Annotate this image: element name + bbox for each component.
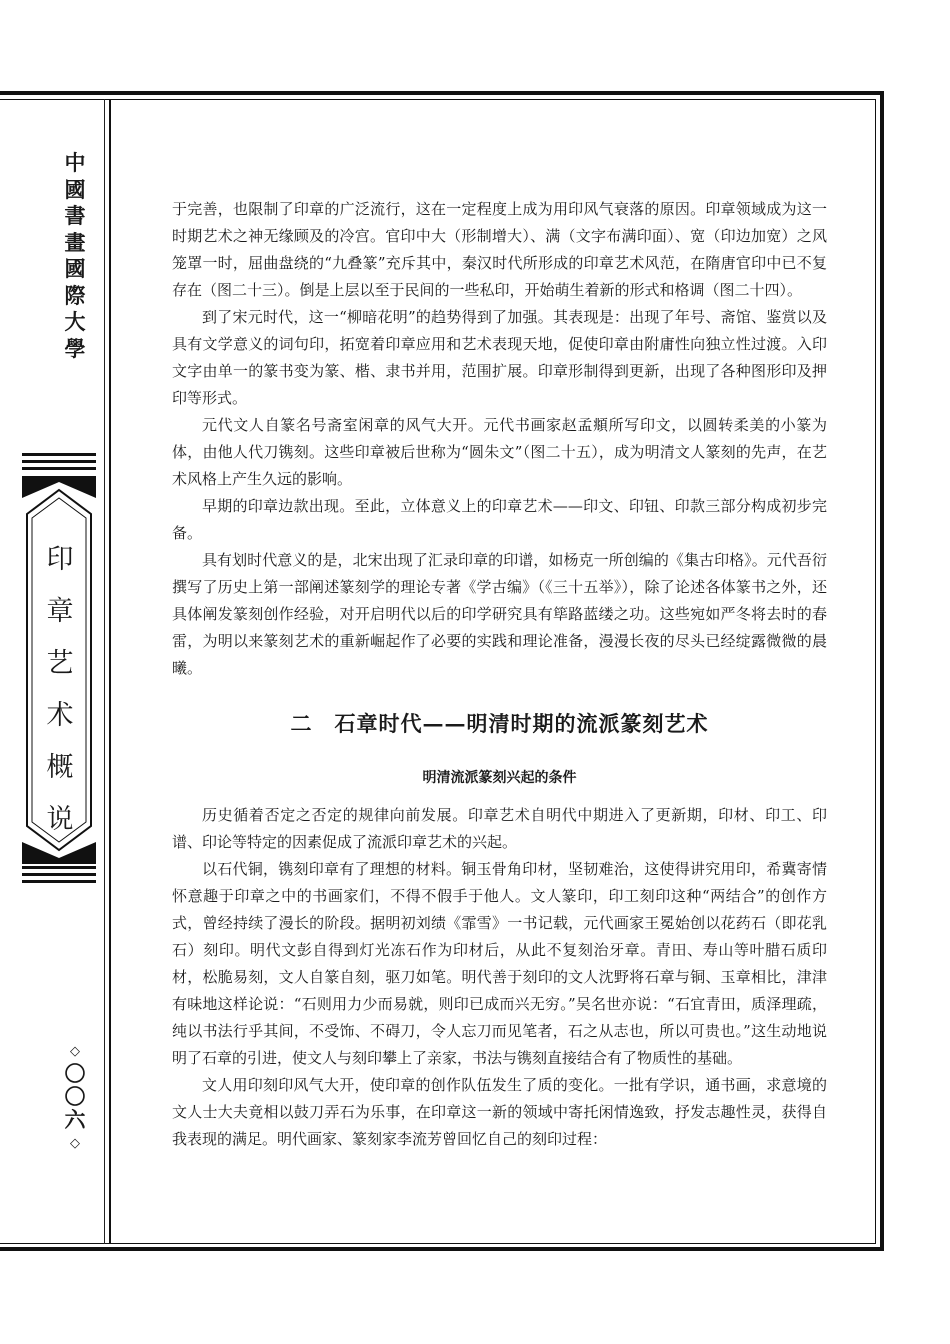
page-frame-bottom-inner bbox=[0, 1243, 876, 1244]
school-char: 書 bbox=[64, 204, 86, 228]
school-name-vertical bbox=[60, 150, 90, 362]
school-char: 畫 bbox=[64, 230, 86, 255]
page-number-digit: 〇 bbox=[64, 1085, 86, 1109]
title-char: 印 bbox=[46, 544, 74, 575]
school-char: 國 bbox=[64, 257, 86, 281]
page-number bbox=[60, 1040, 90, 1155]
title-char: 章 bbox=[46, 596, 74, 627]
paragraph: 早期的印章边款出现。至此，立体意义上的印章艺术——印文、印钮、印款三部分构成初步完备。 bbox=[172, 497, 827, 542]
sub-heading: 明清流派篆刻兴起的条件 bbox=[422, 770, 577, 786]
cartouche-bottom-bars bbox=[22, 866, 96, 887]
paragraph: 具有划时代意义的是，北宋出现了汇录印章的印谱，如杨克一所创编的《集古印格》。元代吾衍撰写了历史上第一部阐述篆刻学的理论专著《学古编》（《三十五举》），除了论述各体篆书之外，还具体阐发篆刻创作经验，对开启明代以后的印学研究具有筚路蓝缕之功。这些宛如严冬将去时的春雷，为明以来篆刻艺术的重新崛起作了必要的实践和理论准备，漫漫长夜的尽头已经绽露微微的晨曦。 bbox=[172, 551, 827, 677]
paragraph: 到了宋元时代，这一“柳暗花明”的趋势得到了加强。其表现是：出现了年号、斋馆、鉴赏以及具有文学意义的词句印，拓宽着印章应用和艺术表现天地，促使印章由附庸性向独立性过渡。入印文字由单一的篆书变为篆、楷、隶书并用，范围扩展。印章形制得到更新，出现了各种图形印及押印等形式。 bbox=[172, 308, 827, 407]
title-char: 术 bbox=[46, 700, 74, 731]
body-text bbox=[172, 196, 827, 1153]
title-char: 概 bbox=[46, 752, 74, 783]
book-title-vertical bbox=[38, 534, 82, 846]
paragraph: 历史循着否定之否定的规律向前发展。印章艺术自明代中期进入了更新期，印材、印工、印谱、印论等特定的因素促成了流派印章艺术的兴起。 bbox=[172, 806, 827, 851]
page-frame-bottom bbox=[0, 1247, 884, 1251]
page-frame-top bbox=[0, 91, 884, 95]
paragraph: 文人用印刻印风气大开，使印章的创作队伍发生了质的变化。一批有学识，通书画，求意境的文人士大夫竟相以鼓刀弄石为乐事，在印章这一新的领域中寄托闲情逸致，抒发志趣性灵，获得自我表现的满足。明代画家、篆刻家李流芳曾回忆自己的刻印过程： bbox=[172, 1076, 827, 1148]
school-char: 學 bbox=[64, 336, 86, 361]
page-number-digit: 六 bbox=[64, 1108, 86, 1132]
school-char: 際 bbox=[64, 283, 86, 308]
paragraph: 于完善，也限制了印章的广泛流行，这在一定程度上成为用印风气衰落的原因。印章领域成为这一时期艺术之神无缘顾及的冷宫。官印中大（形制增大）、满（文字布满印面）、宽（印边加宽）之风笼罩一时，屈曲盘绕的“九叠篆”充斥其中，秦汉时代所形成的印章艺术风范，在隋唐官印中已不复存在（图二十三）。倒是上层以至于民间的一些私印，开始萌生着新的形式和格调（图二十四）。 bbox=[172, 200, 827, 299]
page-frame-right bbox=[880, 91, 884, 1251]
school-char: 中 bbox=[64, 151, 86, 175]
page-frame-top-inner bbox=[0, 99, 876, 100]
paragraph: 以石代铜，镌刻印章有了理想的材料。铜玉骨角印材，坚韧难治，这使得讲究用印，希冀寄情怀意趣于印章之中的书画家们，不得不假手于他人。文人篆印，印工刻印这种“两结合”的创作方式，曾经持续了漫长的阶段。据明初刘绩《霏雪》一书记载，元代画家王冕始创以花药石（即花乳石）刻印。明代文彭自得到灯光冻石作为印材后，从此不复刻治牙章。青田、寿山等叶腊石质印材，松脆易刻，文人自篆自刻，驱刀如笔。明代善于刻印的文人沈野将石章与铜、玉章相比，津津有味地这样论说：“石则用力少而易就，则印已成而兴无穷。”吴名世亦说：“石宜青田，质泽理疏，纯以书法行乎其间，不受饰、不碍刀，令人忘刀而见笔者，石之从志也，所以可贵也。”这生动地说明了石章的引进，使文人与刻印攀上了亲家，书法与镌刻直接结合有了物质性的基础。 bbox=[172, 860, 827, 1067]
section-heading: 二 石章时代——明清时期的流派篆刻艺术 bbox=[290, 711, 709, 736]
sidebar-divider-thin bbox=[104, 99, 105, 1244]
page-frame-right-inner bbox=[875, 99, 876, 1243]
page-number-digit: 〇 bbox=[64, 1062, 86, 1086]
title-char: 说 bbox=[46, 804, 74, 835]
school-char: 大 bbox=[64, 310, 86, 334]
sidebar-divider-thick bbox=[109, 99, 111, 1244]
diamond-icon: ◇ bbox=[70, 1136, 80, 1151]
diamond-icon: ◇ bbox=[70, 1044, 80, 1059]
school-char: 國 bbox=[64, 177, 86, 202]
paragraph: 元代文人自篆名号斋室闲章的风气大开。元代书画家赵孟頫所写印文，以圆转柔美的小篆为体，由他人代刀镌刻。这些印章被后世称为“圆朱文”（图二十五），成为明清文人篆刻的先声，在艺术风格上产生久远的影响。 bbox=[172, 416, 827, 488]
cartouche-top-bars bbox=[22, 453, 96, 474]
title-char: 艺 bbox=[46, 648, 74, 679]
